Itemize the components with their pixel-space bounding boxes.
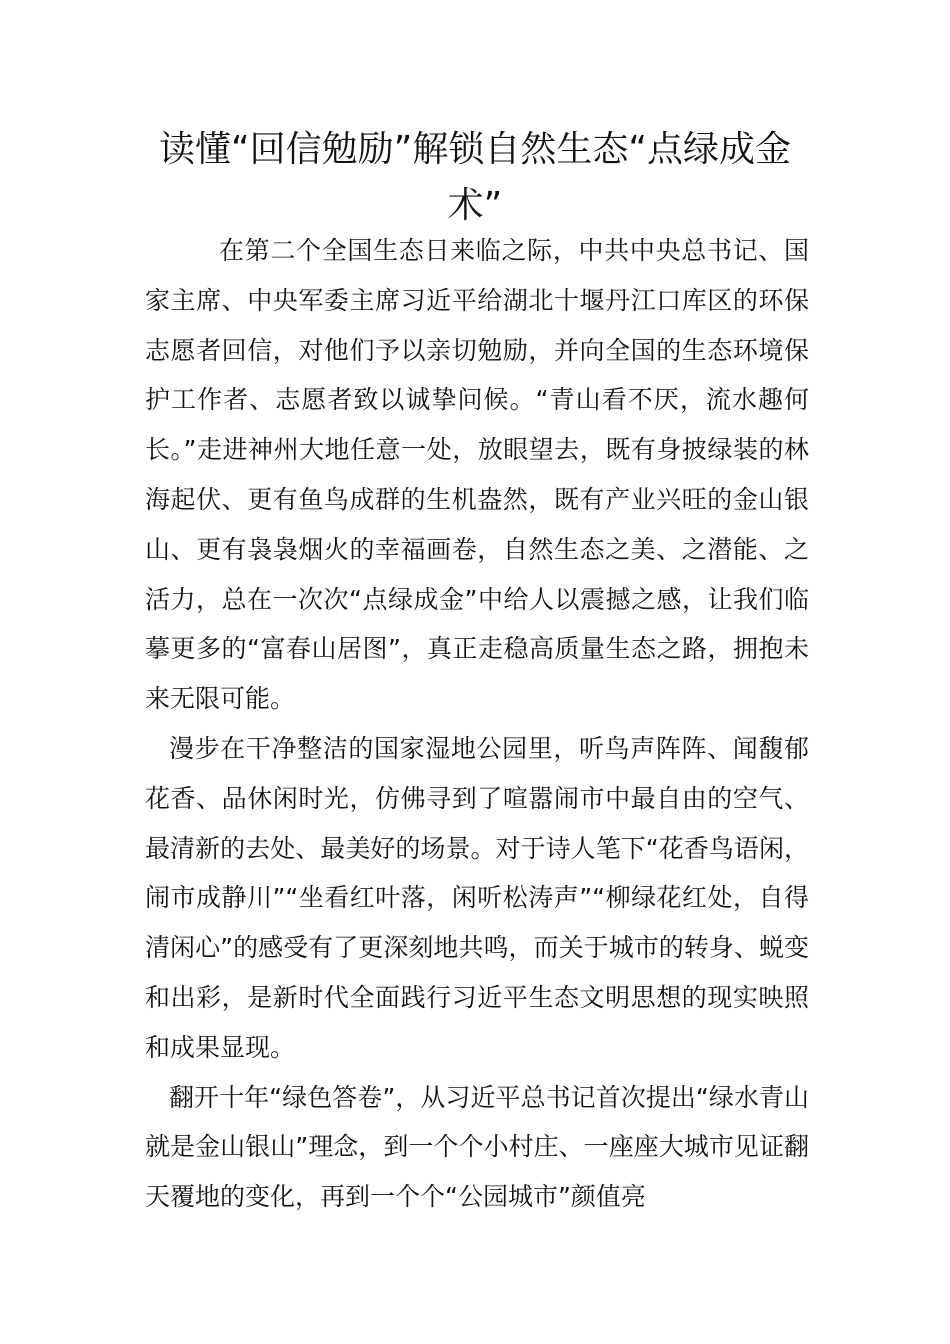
document-body bbox=[145, 226, 809, 1222]
document-title: 读懂“回信勉励”解锁自然生态“点绿成金术” bbox=[159, 129, 791, 226]
paragraph-1: 在第二个全国生态日来临之际，中共中央总书记、国家主席、中央军委主席习近平给湖北十堰丹江口库区的环保志愿者回信，对他们予以亲切勉励，并向全国的生态环境保护工作者、志愿者致以诚挚问候。“青山看不厌，流水趣何长。”走进神州大地任意一处，放眼望去，既有身披绿装的林海起伏、更有鱼鸟成群的生机盎然，既有产业兴旺的金山银山、更有袅袅烟火的幸福画卷，自然生态之美、之潜能、之活力，总在一次次“点绿成金”中给人以震撼之感，让我们临摹更多的“富春山居图”，真正走稳高质量生态之路，拥抱未来无限可能。 bbox=[145, 236, 809, 714]
paragraph-3: 翻开十年“绿色答卷”，从习近平总书记首次提出“绿水青山就是金山银山”理念，到一个个小村庄、一座座大城市见证翻天覆地的变化，再到一个个“公园城市”颜值亮 bbox=[145, 1082, 809, 1212]
paragraph-2: 漫步在干净整洁的国家湿地公园里，听鸟声阵阵、闻馥郁花香、品休闲时光，仿佛寻到了喧嚣闹市中最自由的空气、最清新的去处、最美好的场景。对于诗人笔下“花香鸟语闲，闹市成静川”“坐看红叶落，闲听松涛声”“柳绿花红处，自得清闲心”的感受有了更深刻地共鸣，而关于城市的转身、蜕变和出彩，是新时代全面践行习近平生态文明思想的现实映照和成果显现。 bbox=[145, 733, 809, 1062]
